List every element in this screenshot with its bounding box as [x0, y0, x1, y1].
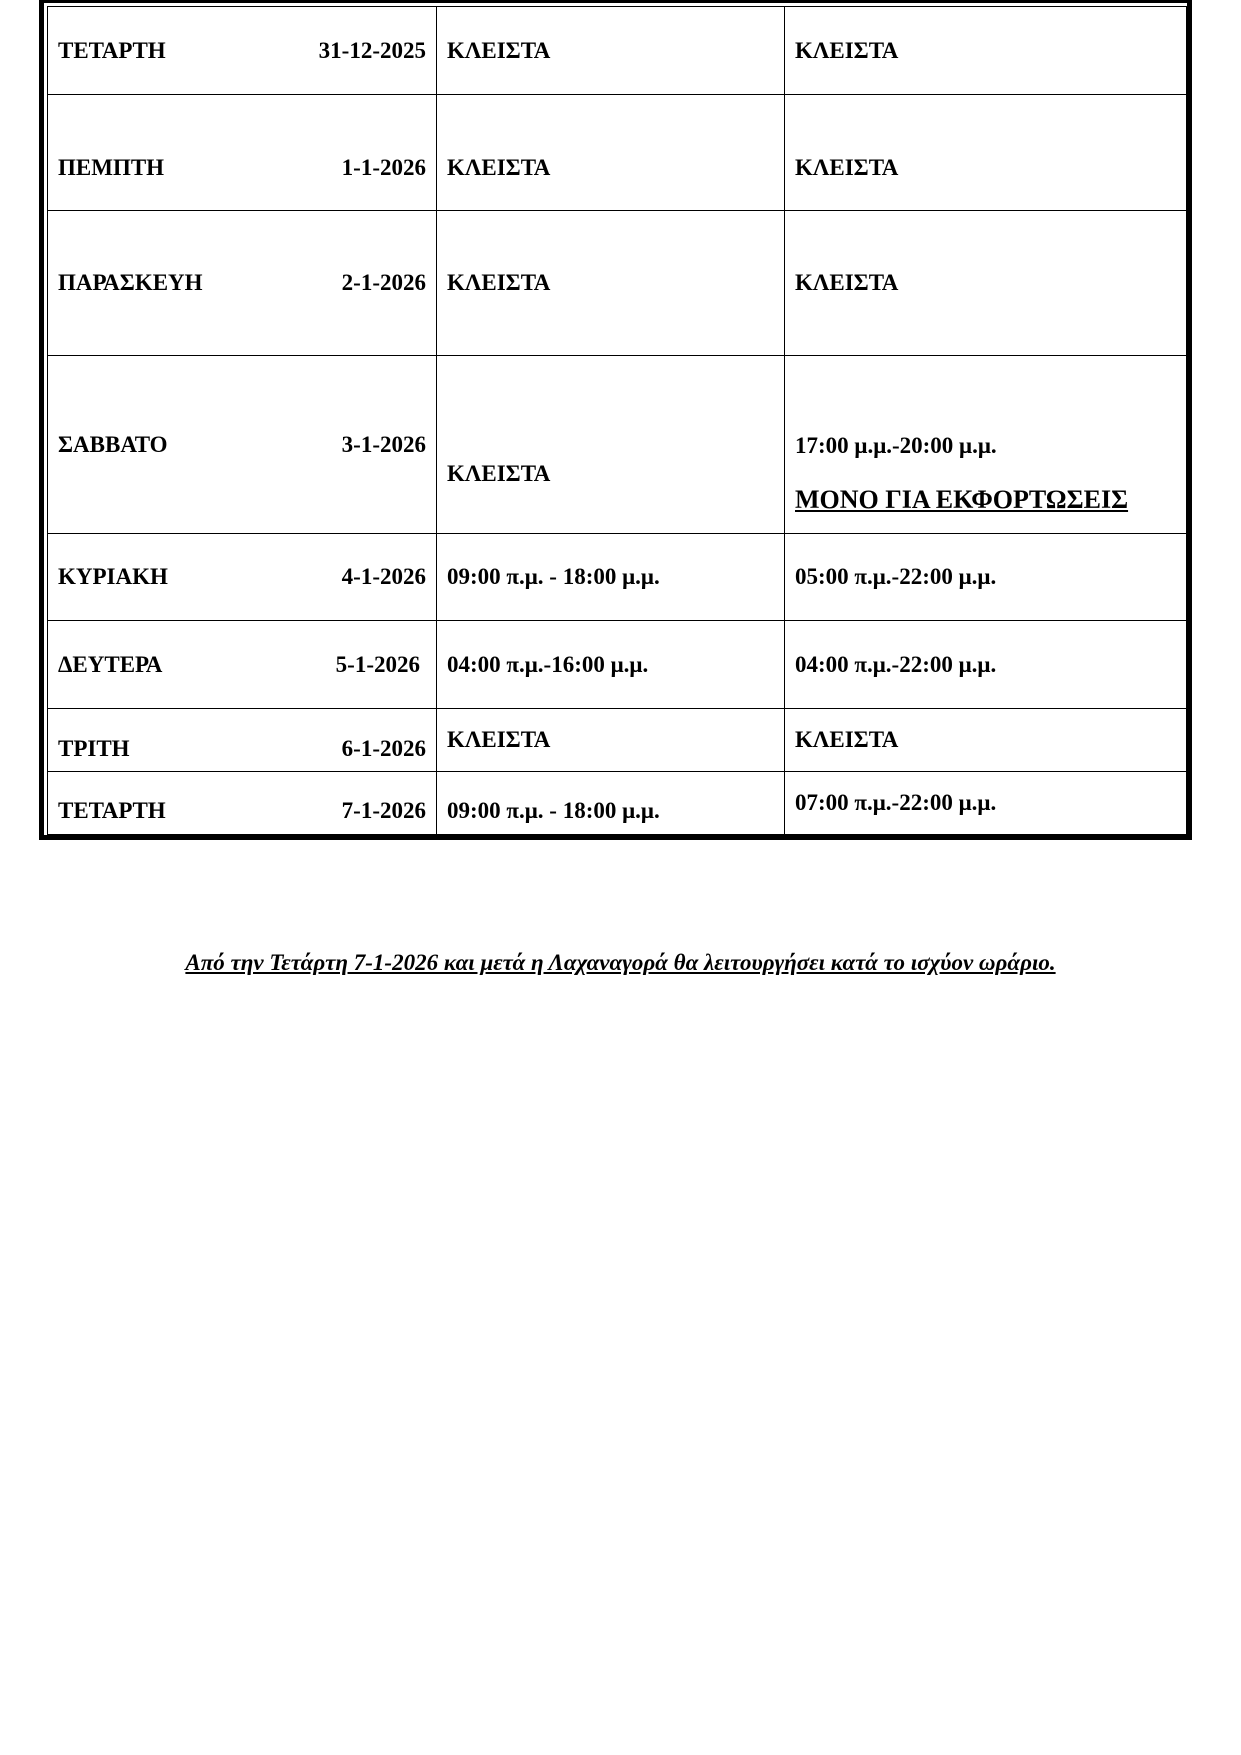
- hours-cell-2: ΚΛΕΙΣΤΑ: [785, 211, 1187, 356]
- hours-cell-1: 09:00 π.μ. - 18:00 μ.μ.: [437, 534, 785, 621]
- hours-cell-2: 07:00 π.μ.-22:00 μ.μ.: [785, 772, 1187, 835]
- date: 6-1-2026: [341, 736, 426, 762]
- table-row: [48, 534, 1187, 621]
- date: 3-1-2026: [341, 431, 426, 457]
- date: 7-1-2026: [341, 798, 426, 824]
- day-name: ΚΥΡΙΑΚΗ: [58, 564, 168, 590]
- hours-cell-1: ΚΛΕΙΣΤΑ: [437, 709, 785, 772]
- unload-only-note: ΜΟΝΟ ΓΙΑ ΕΚΦΟΡΤΩΣΕΙΣ: [795, 484, 1129, 514]
- day-date-cell: [48, 709, 437, 772]
- day-date-cell: [48, 534, 437, 621]
- hours-cell-2: [785, 356, 1187, 534]
- day-name: ΤΕΤΑΡΤΗ: [58, 37, 166, 63]
- hours-cell-1: ΚΛΕΙΣΤΑ: [437, 211, 785, 356]
- day-date-cell: [48, 7, 437, 95]
- hours-cell-1: ΚΛΕΙΣΤΑ: [437, 95, 785, 211]
- date: 1-1-2026: [341, 154, 426, 180]
- day-name: ΔΕΥΤΕΡΑ: [58, 651, 163, 677]
- hours-cell-2: 04:00 π.μ.-22:00 μ.μ.: [785, 621, 1187, 709]
- hours-cell-2: 05:00 π.μ.-22:00 μ.μ.: [785, 534, 1187, 621]
- day-date-cell: [48, 356, 437, 534]
- table-row: [48, 356, 1187, 534]
- schedule-table-frame: [39, 0, 1192, 840]
- table-row: [48, 95, 1187, 211]
- table-row: [48, 211, 1187, 356]
- day-date-cell: [48, 95, 437, 211]
- day-date-cell: [48, 211, 437, 356]
- hours-cell-1: 09:00 π.μ. - 18:00 μ.μ.: [437, 772, 785, 835]
- hours-cell-2: ΚΛΕΙΣΤΑ: [785, 709, 1187, 772]
- date: 31-12-2025: [318, 37, 426, 63]
- hours-cell-1: 04:00 π.μ.-16:00 μ.μ.: [437, 621, 785, 709]
- table-row: [48, 772, 1187, 835]
- hours-cell-1: ΚΛΕΙΣΤΑ: [437, 7, 785, 95]
- hours-cell-2: ΚΛΕΙΣΤΑ: [785, 7, 1187, 95]
- hours-cell-2: ΚΛΕΙΣΤΑ: [785, 95, 1187, 211]
- hours-cell-1: ΚΛΕΙΣΤΑ: [437, 356, 785, 534]
- day-name: ΣΑΒΒΑΤΟ: [58, 431, 168, 457]
- day-name: ΠΑΡΑΣΚΕΥΗ: [58, 270, 203, 296]
- footnote-text: Από την Τετάρτη 7-1-2026 και μετά η Λαχαναγορά θα λειτουργήσει κατά το ισχύον ωράριο.: [185, 950, 1056, 975]
- day-date-cell: [48, 621, 437, 709]
- table-row: [48, 709, 1187, 772]
- day-name: ΠΕΜΠΤΗ: [58, 154, 165, 180]
- date: 2-1-2026: [341, 270, 426, 296]
- schedule-table: [47, 6, 1187, 835]
- date: 5-1-2026: [335, 651, 420, 677]
- hours-text: 17:00 μ.μ.-20:00 μ.μ.: [795, 433, 997, 459]
- day-date-cell: [48, 772, 437, 835]
- table-row: [48, 7, 1187, 95]
- table-row: [48, 621, 1187, 709]
- day-name: ΤΡΙΤΗ: [58, 736, 130, 762]
- date: 4-1-2026: [341, 564, 426, 590]
- day-name: ΤΕΤΑΡΤΗ: [58, 798, 166, 824]
